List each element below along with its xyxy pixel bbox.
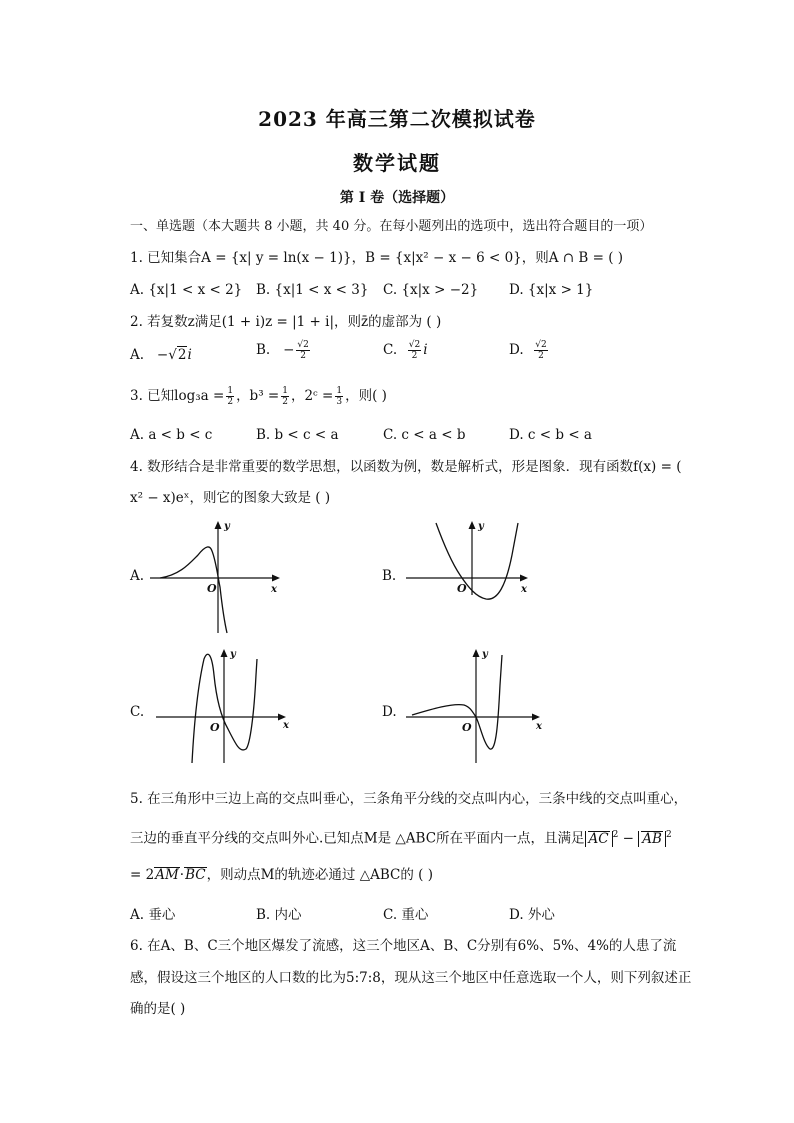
q6-line1: 6. 在A、B、C三个地区爆发了流感，这三个地区A、B、C分别有6%、5%、4%的人患了流 <box>130 938 677 954</box>
q3-mid2: ，2ᶜ = <box>290 388 334 404</box>
q1-option-c: C. {x|x > −2} <box>383 282 479 298</box>
q3-stem <box>130 386 387 407</box>
q1-option-d: D. {x|x > 1} <box>509 282 594 298</box>
q3-f2-num: 1 <box>282 386 288 396</box>
q4-graph-a <box>150 515 290 635</box>
q3-f3-num: 1 <box>336 386 343 396</box>
q3-f1-num: 1 <box>227 386 234 396</box>
q5-line2-pre: 三边的垂直平分线的交点叫外心.已知点M是 △ABC所在平面内一点，且满足 <box>130 830 585 847</box>
q2-b-fraction <box>296 340 309 361</box>
q5-vec-ac: AC <box>588 830 609 847</box>
q5-option-b: B. 内心 <box>256 907 302 923</box>
q5-line3-post: ，则动点M的轨迹必通过 △ABC的 ( ) <box>206 867 433 883</box>
q5-vec-ac-abs <box>585 831 613 847</box>
q2-c-num: √2 <box>408 340 421 350</box>
q2-a-minus: − <box>156 347 169 363</box>
q3-post: ，则( ) <box>345 388 387 404</box>
q3-option-b: B. b < c < a <box>256 427 339 443</box>
volume-title: 第 I 卷（选择题） <box>339 190 455 206</box>
q3-option-a: A. a < b < c <box>130 427 213 443</box>
q2-a-imag: i <box>187 347 192 363</box>
q2-b-minus: − <box>283 342 295 358</box>
q2-option-c <box>383 340 428 361</box>
q4-graph-c <box>150 645 300 765</box>
graph-c-x-label: x <box>283 720 289 731</box>
q2-b-label: B. <box>256 342 271 358</box>
q3-option-c: C. c < a < b <box>383 427 466 443</box>
q5-sq-2: 2 <box>665 830 672 840</box>
q2-c-den: 2 <box>411 351 418 361</box>
q2-c-label: C. <box>383 342 398 358</box>
q2-c-imag: i <box>423 342 428 358</box>
q2-option-d <box>509 340 550 361</box>
q4-line2: x² − x)eˣ，则它的图象大致是 ( ) <box>130 490 331 506</box>
q5-line3 <box>130 866 433 884</box>
graph-b-x-label: x <box>521 584 527 595</box>
q3-f2-den: 2 <box>282 397 288 407</box>
q2-d-fraction <box>534 340 547 361</box>
q5-option-a: A. 垂心 <box>130 907 176 923</box>
q2-option-b <box>256 340 312 361</box>
q2-option-a: A. −√2i <box>130 347 192 363</box>
q5-sq-1: 2 <box>612 830 619 840</box>
q3-option-d: D. c < b < a <box>509 427 592 443</box>
q5-vec-ab-abs <box>638 831 666 847</box>
q4-line1: 4. 数形结合是非常重要的数学思想，以函数为例，数是解析式，形是图象．现有函数f(x) = ( <box>130 459 682 475</box>
q3-pre: 3. 已知log₃a = <box>130 388 225 404</box>
q6-line2: 感，假设这三个地区的人口数的比为5:7:8，现从这三个地区中任意选取一个人，则下列叙述正 <box>130 970 692 986</box>
q4-option-c-label: C. <box>130 704 145 720</box>
q4-option-a-label: A. <box>130 568 145 584</box>
q5-option-d: D. 外心 <box>509 907 555 923</box>
q3-frac3 <box>335 386 343 407</box>
q5-minus: − <box>622 830 634 847</box>
q5-vec-am: AM <box>155 867 179 883</box>
q6-line3: 确的是( ) <box>130 1001 186 1017</box>
q5-vec-ab: AB <box>642 830 662 847</box>
q4-graph-d <box>402 645 552 765</box>
q2-d-label: D. <box>509 342 524 358</box>
q3-f1-den: 2 <box>227 397 234 407</box>
q2-d-num: √2 <box>535 340 547 350</box>
q5-line3-pre: = 2 <box>130 867 155 883</box>
subject-title: 数学试题 <box>353 151 441 175</box>
q5-line1: 5. 在三角形中三边上高的交点叫垂心，三条角平分线的交点叫内心，三条中线的交点叫重心， <box>130 791 688 807</box>
q3-frac1 <box>226 386 234 407</box>
graph-d-x-label: x <box>536 721 542 732</box>
q5-vec-bc: BC <box>185 867 206 883</box>
q2-a-label: A. <box>130 347 145 363</box>
graph-a-x-label: x <box>271 584 277 595</box>
q2-a-radicand: 2 <box>177 347 187 363</box>
q1-option-b: B. {x|1 < x < 3} <box>256 282 369 298</box>
graph-c-origin: O <box>210 721 220 734</box>
graph-b-y-label: y <box>478 521 484 532</box>
q2-stem: 2. 若复数z满足(1 + i)z = |1 + i|，则z̄的虚部为 ( ) <box>130 314 442 330</box>
exam-title: 2023 年高三第二次模拟试卷 <box>258 107 536 131</box>
q5-line2 <box>130 826 672 848</box>
graph-c-y-label: y <box>230 649 236 660</box>
graph-b-origin: O <box>457 582 467 595</box>
q3-mid1: ，b³ = <box>236 388 280 404</box>
q2-b-num: √2 <box>297 340 309 350</box>
q4-option-b-label: B. <box>382 568 397 584</box>
q3-frac2 <box>281 386 289 407</box>
q1-stem: 1. 已知集合A = {x| y = ln(x − 1)}，B = {x|x² − x − 6 < 0}，则A ∩ B = ( ) <box>130 250 624 266</box>
q5-dot: · <box>179 867 185 883</box>
q2-d-den: 2 <box>538 351 544 361</box>
graph-a-y-label: y <box>224 521 230 532</box>
q2-b-den: 2 <box>300 351 306 361</box>
graph-d-origin: O <box>462 721 472 734</box>
q5-option-c: C. 重心 <box>383 907 429 923</box>
q2-c-fraction <box>408 340 421 361</box>
graph-a-origin: O <box>207 582 217 595</box>
graph-d-y-label: y <box>482 649 488 660</box>
q1-option-a: A. {x|1 < x < 2} <box>130 282 243 298</box>
section-heading: 一、单选题（本大题共 8 小题，共 40 分。在每小题列出的选项中，选出符合题目的一项） <box>130 219 653 234</box>
q4-graph-b <box>402 515 542 615</box>
q4-option-d-label: D. <box>382 704 397 720</box>
q3-f3-den: 3 <box>336 397 343 407</box>
